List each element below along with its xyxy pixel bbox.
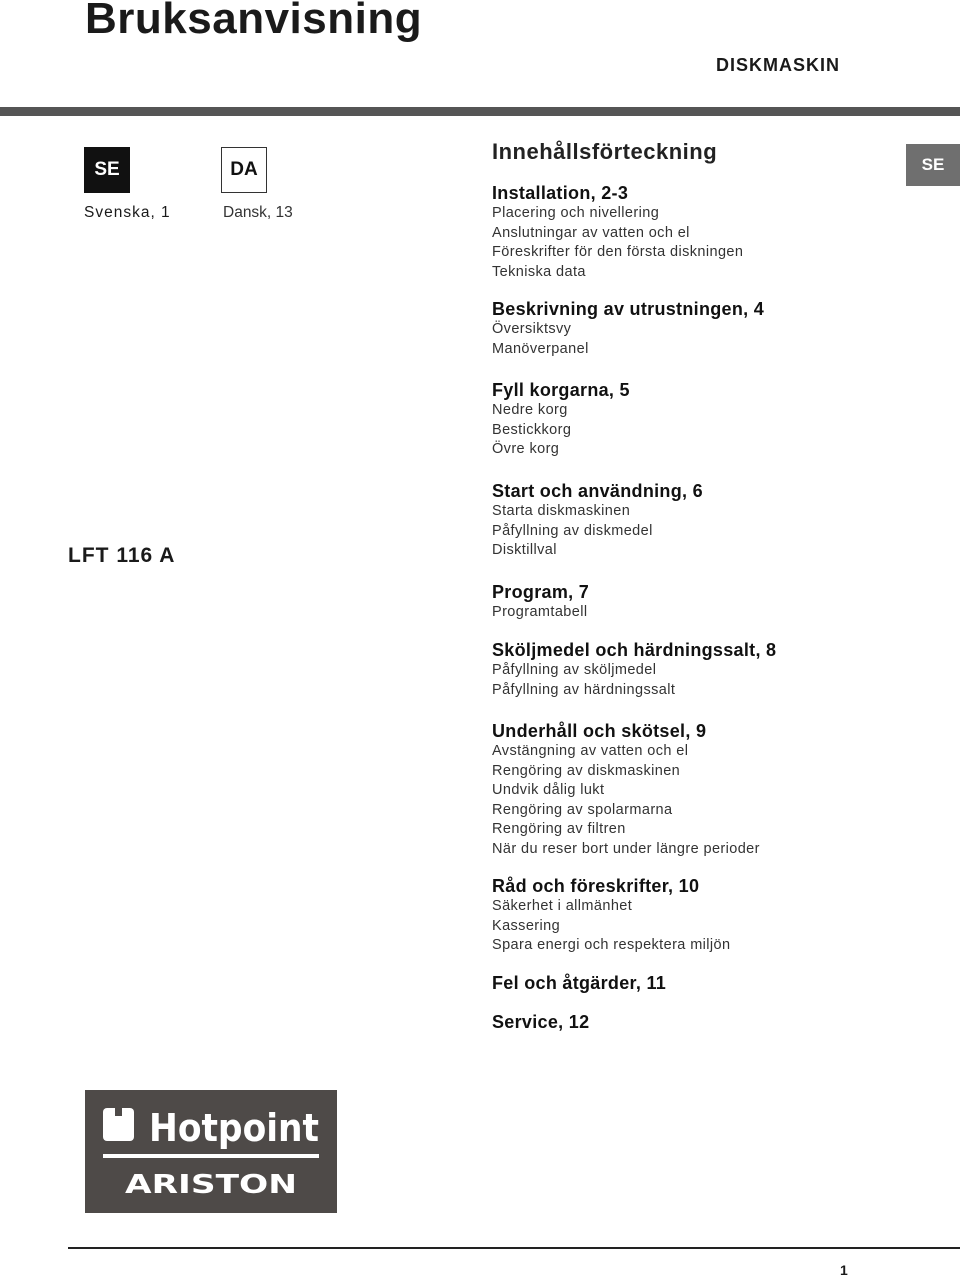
language-side-tab: SE (906, 144, 960, 186)
header-divider (0, 107, 960, 116)
section-item: Manöverpanel (492, 340, 589, 357)
section-item: Övre korg (492, 441, 560, 457)
section-item: Föreskrifter för den första diskningen (492, 244, 744, 260)
section-title: Fel och åtgärder, 11 (492, 973, 667, 993)
section-item: Bestickkorg (492, 421, 572, 438)
language-label-se: Svenska, 1 (84, 204, 171, 221)
section-item: Påfyllning av härdningssalt (492, 681, 676, 698)
section-item: Nedre korg (492, 402, 568, 418)
language-badge-da[interactable]: DA (221, 147, 267, 193)
section-item: Rengöring av filtren (492, 821, 626, 837)
toc-section-underhall (492, 720, 760, 859)
section-item: Spara energi och respektera miljön (492, 937, 731, 953)
svg-text:ARISTON: ARISTON (125, 1170, 297, 1200)
language-label-da: Dansk, 13 (223, 204, 293, 221)
toc-section-beskrivning (492, 298, 764, 359)
document-title: Bruksanvisning (85, 0, 423, 43)
hotpoint-ariston-logo-icon (85, 1090, 337, 1213)
toc-section-program (492, 581, 589, 623)
section-title: Beskrivning av utrustningen, 4 (492, 299, 765, 319)
section-title: Råd och föreskrifter, 10 (492, 876, 700, 896)
section-title: Program, 7 (492, 582, 590, 602)
toc-section-fel (492, 972, 666, 994)
page-number: 1 (840, 1262, 848, 1278)
toc-section-installation (492, 182, 743, 282)
section-title: Service, 12 (492, 1012, 590, 1032)
section-title: Underhåll och skötsel, 9 (492, 721, 707, 741)
toc-title: Innehållsförteckning (492, 139, 718, 164)
section-title: Start och användning, 6 (492, 481, 703, 501)
svg-text:Hotpoint: Hotpoint (149, 1106, 319, 1150)
section-item: Anslutningar av vatten och el (492, 224, 690, 241)
toc-section-start (492, 480, 703, 561)
toc-section-service (492, 1011, 589, 1033)
model-number: LFT 116 A (68, 544, 176, 567)
section-item: Rengöring av diskmaskinen (492, 762, 681, 779)
section-item: Påfyllning av diskmedel (492, 522, 653, 539)
document-subtitle: DISKMASKIN (715, 55, 840, 75)
section-item: Undvik dålig lukt (492, 782, 605, 798)
section-title: Fyll korgarna, 5 (492, 380, 630, 400)
language-badge-se[interactable]: SE (84, 147, 130, 193)
section-item: Rengöring av spolarmarna (492, 801, 673, 818)
section-title: Installation, 2-3 (492, 183, 629, 203)
section-item: Placering och nivellering (492, 205, 660, 221)
section-item: När du reser bort under längre perioder (492, 840, 760, 857)
section-item: Programtabell (492, 604, 588, 620)
section-item: Disktillval (492, 542, 557, 558)
section-item: Översiktsvy (492, 321, 572, 337)
section-item: Starta diskmaskinen (492, 503, 631, 519)
section-item: Kassering (492, 917, 561, 934)
toc-section-rad (492, 875, 730, 956)
section-item: Tekniska data (492, 263, 586, 280)
footer-divider (68, 1247, 960, 1249)
section-item: Påfyllning av sköljmedel (492, 662, 657, 678)
toc-section-skoljmedel (492, 639, 776, 700)
section-title: Sköljmedel och härdningssalt, 8 (492, 640, 777, 660)
brand-logo (85, 1090, 337, 1213)
section-item: Säkerhet i allmänhet (492, 898, 633, 914)
toc-section-fyll-korgarna (492, 379, 630, 460)
section-item: Avstängning av vatten och el (492, 743, 689, 759)
